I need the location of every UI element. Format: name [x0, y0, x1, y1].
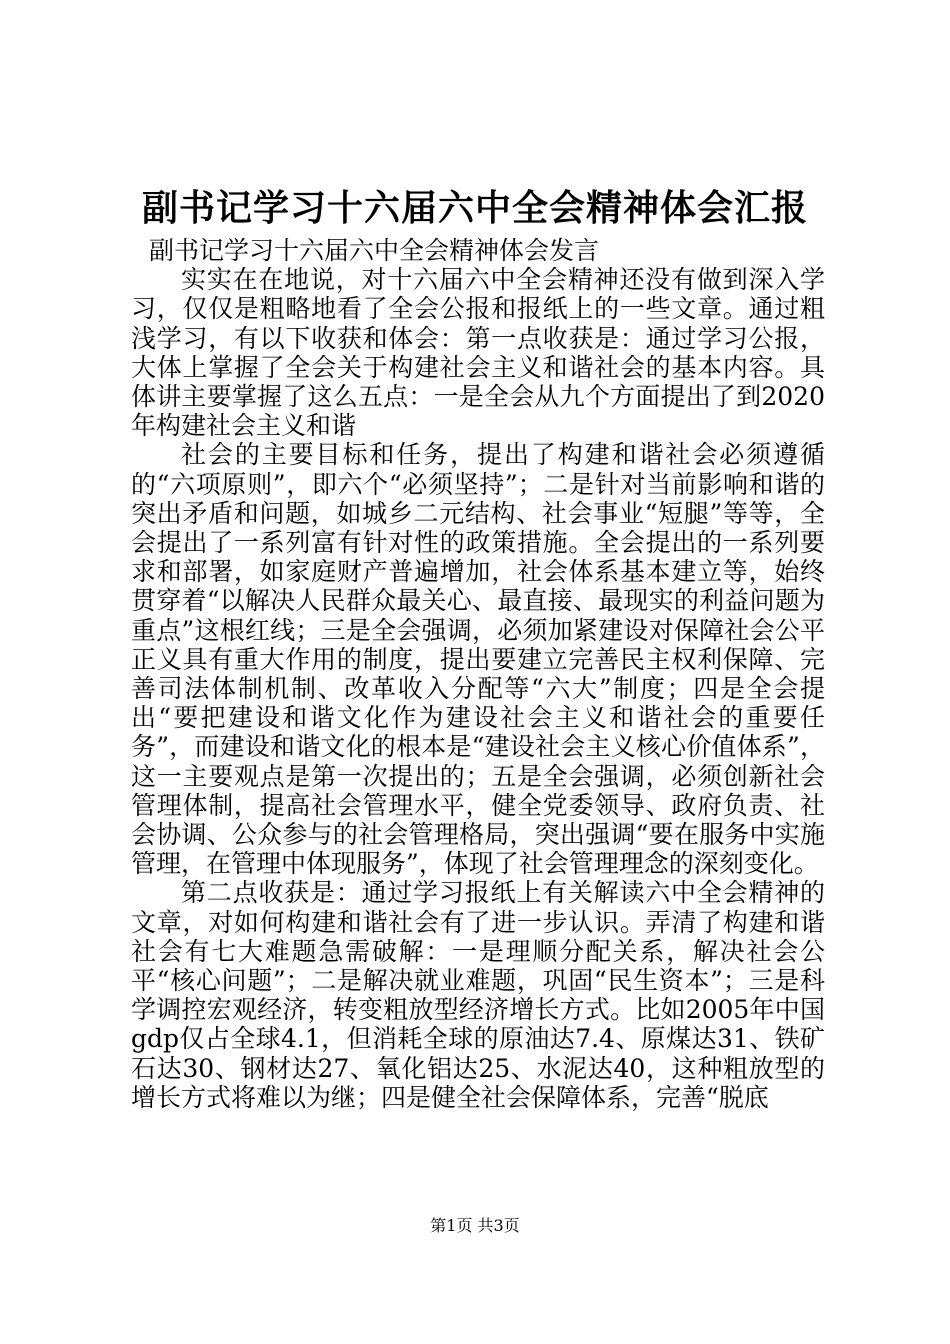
paragraph-3: 第二点收获是：通过学习报纸上有关解读六中全会精神的文章，对如何构建和谐社会有了进一步认识。弄清了构建和谐社会有七大难题急需破解：一是理顺分配关系，解决社会公平“核心问题”；二是解决就业难题，巩固“民生资本”；三是科学调控宏观经济，转变粗放型经济增长方式。比如2005年中国gdp仅占全球4.1，但消耗全球的原油达7.4、原煤达31、铁矿石达30、钢材达27、氧化铝达25、水泥达40，这种粗放型的增长方式将难以为继；四是健全社会保障体系，完善“脱底: [131, 878, 825, 1112]
page-number-footer: 第1页 共3页: [430, 1216, 520, 1235]
document-title: 副书记学习十六届六中全会精神体会汇报: [141, 187, 808, 229]
document-body: [131, 236, 825, 1112]
document-subtitle: 副书记学习十六届六中全会精神体会发言: [149, 236, 600, 265]
paragraph-2: 社会的主要目标和任务，提出了构建和谐社会必须遵循的“六项原则”，即六个“必须坚持”；二是针对当前影响和谐的突出矛盾和问题，如城乡二元结构、社会事业“短腿”等等，全会提出了一系列富有针对性的政策措施。全会提出的一系列要求和部署，如家庭财产普遍增加，社会体系基本建立等，始终贯穿着“以解决人民群众最关心、最直接、最现实的利益问题为重点”这根红线；三是全会强调，必须加紧建设对保障社会公平正义具有重大作用的制度，提出要建立完善民主权利保障、完善司法体制机制、改革收入分配等“六大”制度；四是全会提出“要把建设和谐文化作为建设社会主义和谐社会的重要任务”，而建设和谐文化的根本是“建设社会主义核心价值体系”，这一主要观点是第一次提出的；五是全会强调，必须创新社会管理体制，提高社会管理水平，健全党委领导、政府负责、社会协调、公众参与的社会管理格局，突出强调“要在服务中实施管理，在管理中体现服务”，体现了社会管理理念的深刻变化。: [131, 440, 825, 879]
paragraph-1: 实实在在地说，对十六届六中全会精神还没有做到深入学习，仅仅是粗略地看了全会公报和报纸上的一些文章。通过粗浅学习，有以下收获和体会：第一点收获是：通过学习公报，大体上掌握了全会关于构建社会主义和谐社会的基本内容。具体讲主要掌握了这么五点：一是全会从九个方面提出了到2020年构建社会主义和谐: [131, 265, 825, 441]
